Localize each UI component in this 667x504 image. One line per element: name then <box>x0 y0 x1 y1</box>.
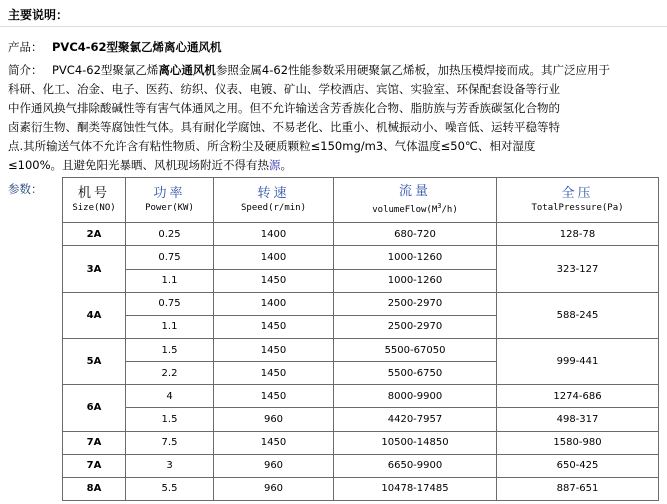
header-cn: 功率 <box>153 186 186 202</box>
intro-line: 卤素衍生物、酮类等腐蚀性气体。具有耐化学腐蚀、不易老化、比重小、机械振动小、噪音低、运转平稳等特 <box>8 120 560 134</box>
header-power <box>126 178 214 223</box>
cell-power: 1.1 <box>126 269 214 292</box>
cell-flow: 10500-14850 <box>334 431 497 454</box>
table-row <box>63 408 659 431</box>
intro-line: 中作通风换气排除酸碱性等有害气体通风之用。但不允许输送含芳香族化合物、脂肪族与芳香族碳氢化合物的 <box>8 101 560 115</box>
table-row <box>63 292 659 315</box>
cell-flow: 1000-1260 <box>334 246 497 269</box>
intro-line: 点.其所输送气体不允许含有粘性物质、所含粉尘及硬质颗粒≤150mg/m3、气体温度≤50℃、相对湿度 <box>8 139 536 153</box>
spec-table <box>62 177 659 501</box>
cell-power: 1.5 <box>126 338 214 361</box>
cell-pressure: 650-425 <box>497 454 659 477</box>
header-flow <box>334 178 497 223</box>
cell-power: 4 <box>126 385 214 408</box>
cell-speed: 960 <box>214 477 334 500</box>
cell-flow: 5500-67050 <box>334 338 497 361</box>
intro-line: 科研、化工、冶金、电子、医药、纺织、仪表、电镀、矿山、学校酒店、宾馆、实验室、环保配套设备等行业 <box>8 82 560 96</box>
cell-pressure: 887-651 <box>497 477 659 500</box>
cell-pressure: 588-245 <box>497 292 659 338</box>
cell-speed: 960 <box>214 454 334 477</box>
header-en-tail: /h) <box>441 205 458 216</box>
header-en-main: volumeFlow(M <box>372 205 438 216</box>
cell-speed: 1450 <box>214 269 334 292</box>
cell-power: 0.75 <box>126 292 214 315</box>
header-en <box>334 200 496 216</box>
intro-line <box>8 156 658 175</box>
cell-flow: 2500-2970 <box>334 292 497 315</box>
product-name: PVC4-62型聚氯乙烯离心通风机 <box>52 40 222 54</box>
cell-pressure: 323-127 <box>497 246 659 292</box>
cell-speed: 1450 <box>214 362 334 385</box>
table-header-row <box>63 178 659 223</box>
header-en: TotalPressure(Pa) <box>531 203 624 214</box>
header-cn: 流量 <box>398 184 431 200</box>
cell-size: 8A <box>63 477 126 500</box>
header-en: Speed(r/min) <box>240 203 307 214</box>
header-en: Power(KW) <box>145 203 194 214</box>
cell-size: 5A <box>63 338 126 384</box>
cell-power: 0.25 <box>126 223 214 246</box>
cell-speed: 1450 <box>214 431 334 454</box>
table-row <box>63 477 659 500</box>
cell-speed: 1400 <box>214 223 334 246</box>
cell-flow: 5500-6750 <box>334 362 497 385</box>
intro-text: 参照金属4-62性能参数采用硬聚氯乙烯板，加热压模焊接而成。其广泛应用于 <box>215 63 611 77</box>
table-row <box>63 246 659 269</box>
table-row <box>63 338 659 361</box>
intro-link[interactable]: 源 <box>269 158 281 172</box>
cell-size: 7A <box>63 454 126 477</box>
intro-label: 简介： <box>8 63 43 77</box>
table-row <box>63 223 659 246</box>
cell-flow: 1000-1260 <box>334 269 497 292</box>
cell-flow: 680-720 <box>334 223 497 246</box>
cell-power: 3 <box>126 454 214 477</box>
header-size <box>63 178 126 223</box>
section-heading: 主要说明： <box>8 8 69 22</box>
cell-power: 7.5 <box>126 431 214 454</box>
cell-flow: 2500-2970 <box>334 315 497 338</box>
intro-line <box>8 61 658 80</box>
cell-power: 1.5 <box>126 408 214 431</box>
heading-divider <box>0 26 667 27</box>
cell-pressure: 498-317 <box>497 408 659 431</box>
intro-paragraph <box>8 61 658 175</box>
cell-flow: 10478-17485 <box>334 477 497 500</box>
cell-pressure: 999-441 <box>497 338 659 384</box>
cell-power: 1.1 <box>126 315 214 338</box>
intro-text: 。 <box>280 158 293 172</box>
cell-speed: 1400 <box>214 292 334 315</box>
cell-size: 3A <box>63 246 126 292</box>
cell-size: 2A <box>63 223 126 246</box>
cell-flow: 4420-7957 <box>334 408 497 431</box>
cell-size: 4A <box>63 292 126 338</box>
header-cn: 全压 <box>561 186 594 202</box>
cell-speed: 1450 <box>214 338 334 361</box>
header-en-sup: 3 <box>437 202 442 211</box>
cell-flow: 8000-9900 <box>334 385 497 408</box>
intro-text: ≤100%。且避免阳光暴晒、风机现场附近不得有热 <box>8 158 270 172</box>
intro-text: PVC4-62型聚氯乙烯 <box>52 63 159 77</box>
cell-speed: 960 <box>214 408 334 431</box>
cell-pressure: 128-78 <box>497 223 659 246</box>
cell-flow: 6650-9900 <box>334 454 497 477</box>
cell-speed: 1450 <box>214 315 334 338</box>
cell-speed: 1450 <box>214 385 334 408</box>
header-pressure <box>497 178 659 223</box>
product-row <box>8 40 222 54</box>
header-speed <box>214 178 334 223</box>
intro-keyword: 离心通风机 <box>158 63 216 77</box>
cell-speed: 1400 <box>214 246 334 269</box>
cell-pressure: 1580-980 <box>497 431 659 454</box>
table-row <box>63 454 659 477</box>
header-en: Size(NO) <box>72 203 116 214</box>
cell-pressure: 1274-686 <box>497 385 659 408</box>
cell-power: 5.5 <box>126 477 214 500</box>
cell-size: 6A <box>63 385 126 431</box>
params-label: 参数： <box>8 182 43 196</box>
cell-power: 2.2 <box>126 362 214 385</box>
header-cn: 机号 <box>77 186 110 202</box>
cell-power: 0.75 <box>126 246 214 269</box>
header-cn: 转速 <box>257 186 290 202</box>
table-row <box>63 385 659 408</box>
cell-size: 7A <box>63 431 126 454</box>
product-label: 产品： <box>8 40 43 54</box>
table-row <box>63 431 659 454</box>
